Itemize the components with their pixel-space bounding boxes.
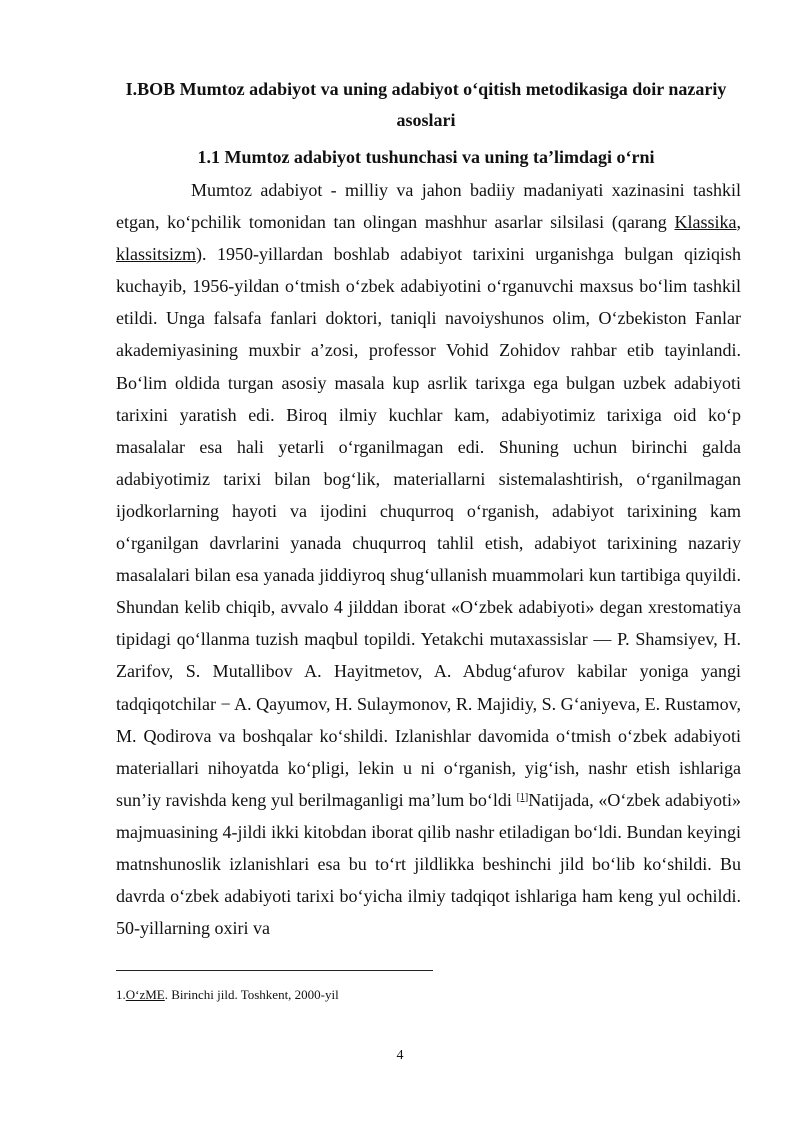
link-separator: , xyxy=(736,212,741,233)
chapter-title: I.BOB Mumtoz adabiyot va uning adabiyot o‘qitish metodikasiga doir nazariy asoslari xyxy=(125,79,727,130)
klassitsizm-link[interactable]: klassitsizm xyxy=(116,244,196,265)
footnote-source-link[interactable]: O‘zME xyxy=(125,987,165,1002)
footnote-number: 1. xyxy=(116,987,126,1002)
paragraph-text-part3: Natijada, «O‘zbek adabiyoti» majmuasining 4-jildi ikki kitobdan iborat qilib nashr etiladigan bo‘ldi. Bundan keyingi matnshunoslik izlanishlari esa bu to‘rt jildlikka beshinchi jild bo‘lib ko‘shildi. Bu davrda o‘zbek adabiyoti tarixi bo‘yicha ilmiy tadqiqot ishlariga ham keng yul ochildi. 50-yillarning oxiri va xyxy=(116,789,741,939)
paragraph-text-part1: Mumtoz adabiyot - milliy va jahon badiiy madaniyati xazinasini tashkil etgan, ko‘pchilik tomonidan tan olingan mashhur asarlar silsilasi (qarang xyxy=(116,180,741,233)
footnote-reference-link[interactable]: [1] xyxy=(516,791,529,803)
paragraph-text-part2: ). 1950-yillardan boshlab adabiyot tarixini urganishga bulgan qiziqish kuchayib, 1956-yildan o‘tmish o‘zbek adabiyotini o‘rganuvchi maxsus bo‘lim tashkil etildi. Unga falsafa fanlari doktori, taniqli navoiyshunos olim, O‘zbekiston Fanlar akademiyasining muxbir a’zosi, professor Vohid Zohidov rahbar etib tayinlandi. Bo‘lim oldida turgan asosiy masala kup asrlik tarixga ega bulgan uzbek adabiyoti tarixini yaratish edi. Biroq ilmiy kuchlar kam, adabiyotimiz tarixiga oid ko‘p masalalar esa hali yetarli o‘rganilmagan edi. Shuning uchun birinchi galda adabiyotimiz tarixi bilan bog‘lik, materiallarni sistemalashtirish, o‘rganilmagan ijodkorlarning hayoti va ijodini chuqurroq o‘rganish, adabiyot tarixining kam o‘rganilgan davrlarini yanada chuqurroq tahlil etish, adabiyot tarixining nazariy masalalari bilan esa yanada jiddiyroq shug‘ullanish muammolari kun tartibiga quyildi. Shundan kelib chiqib, avvalo 4 jilddan iborat «O‘zbek adabiyoti» degan xrestomatiya tipidagi qo‘llanma tuzish maqbul topildi. Yetakchi mutaxassislar — P. Shamsiyev, H. Zarifov, S. Mutallibov A. Hayitmetov, A. Abdug‘afurov kabilar yoniga yangi tadqiqotchilar − A. Qayumov, H. Sulaymonov, R. Majidiy, S. G‘aniyeva, E. Rustamov, M. Qodirova va boshqalar ko‘shildi. Izlanishlar davomida o‘tmish o‘zbek adabiyoti materiallari nihoyatda ko‘pligi, lekin u ni o‘rganish, yig‘ish, nashr etish ishlariga sun’iy ravishda keng yul berilmaganligi ma’lum bo‘ldi xyxy=(116,244,741,810)
klassika-link[interactable]: Klassika xyxy=(674,212,737,233)
section-title: 1.1 Mumtoz adabiyot tushunchasi va uning ta’limdagi o‘rni xyxy=(197,147,655,167)
footnote-separator xyxy=(116,970,433,971)
footnote xyxy=(116,987,339,1003)
footnote-text: . Birinchi jild. Toshkent, 2000-yil xyxy=(164,987,339,1002)
page-number: 4 xyxy=(396,1048,404,1063)
body-paragraph xyxy=(116,174,741,944)
